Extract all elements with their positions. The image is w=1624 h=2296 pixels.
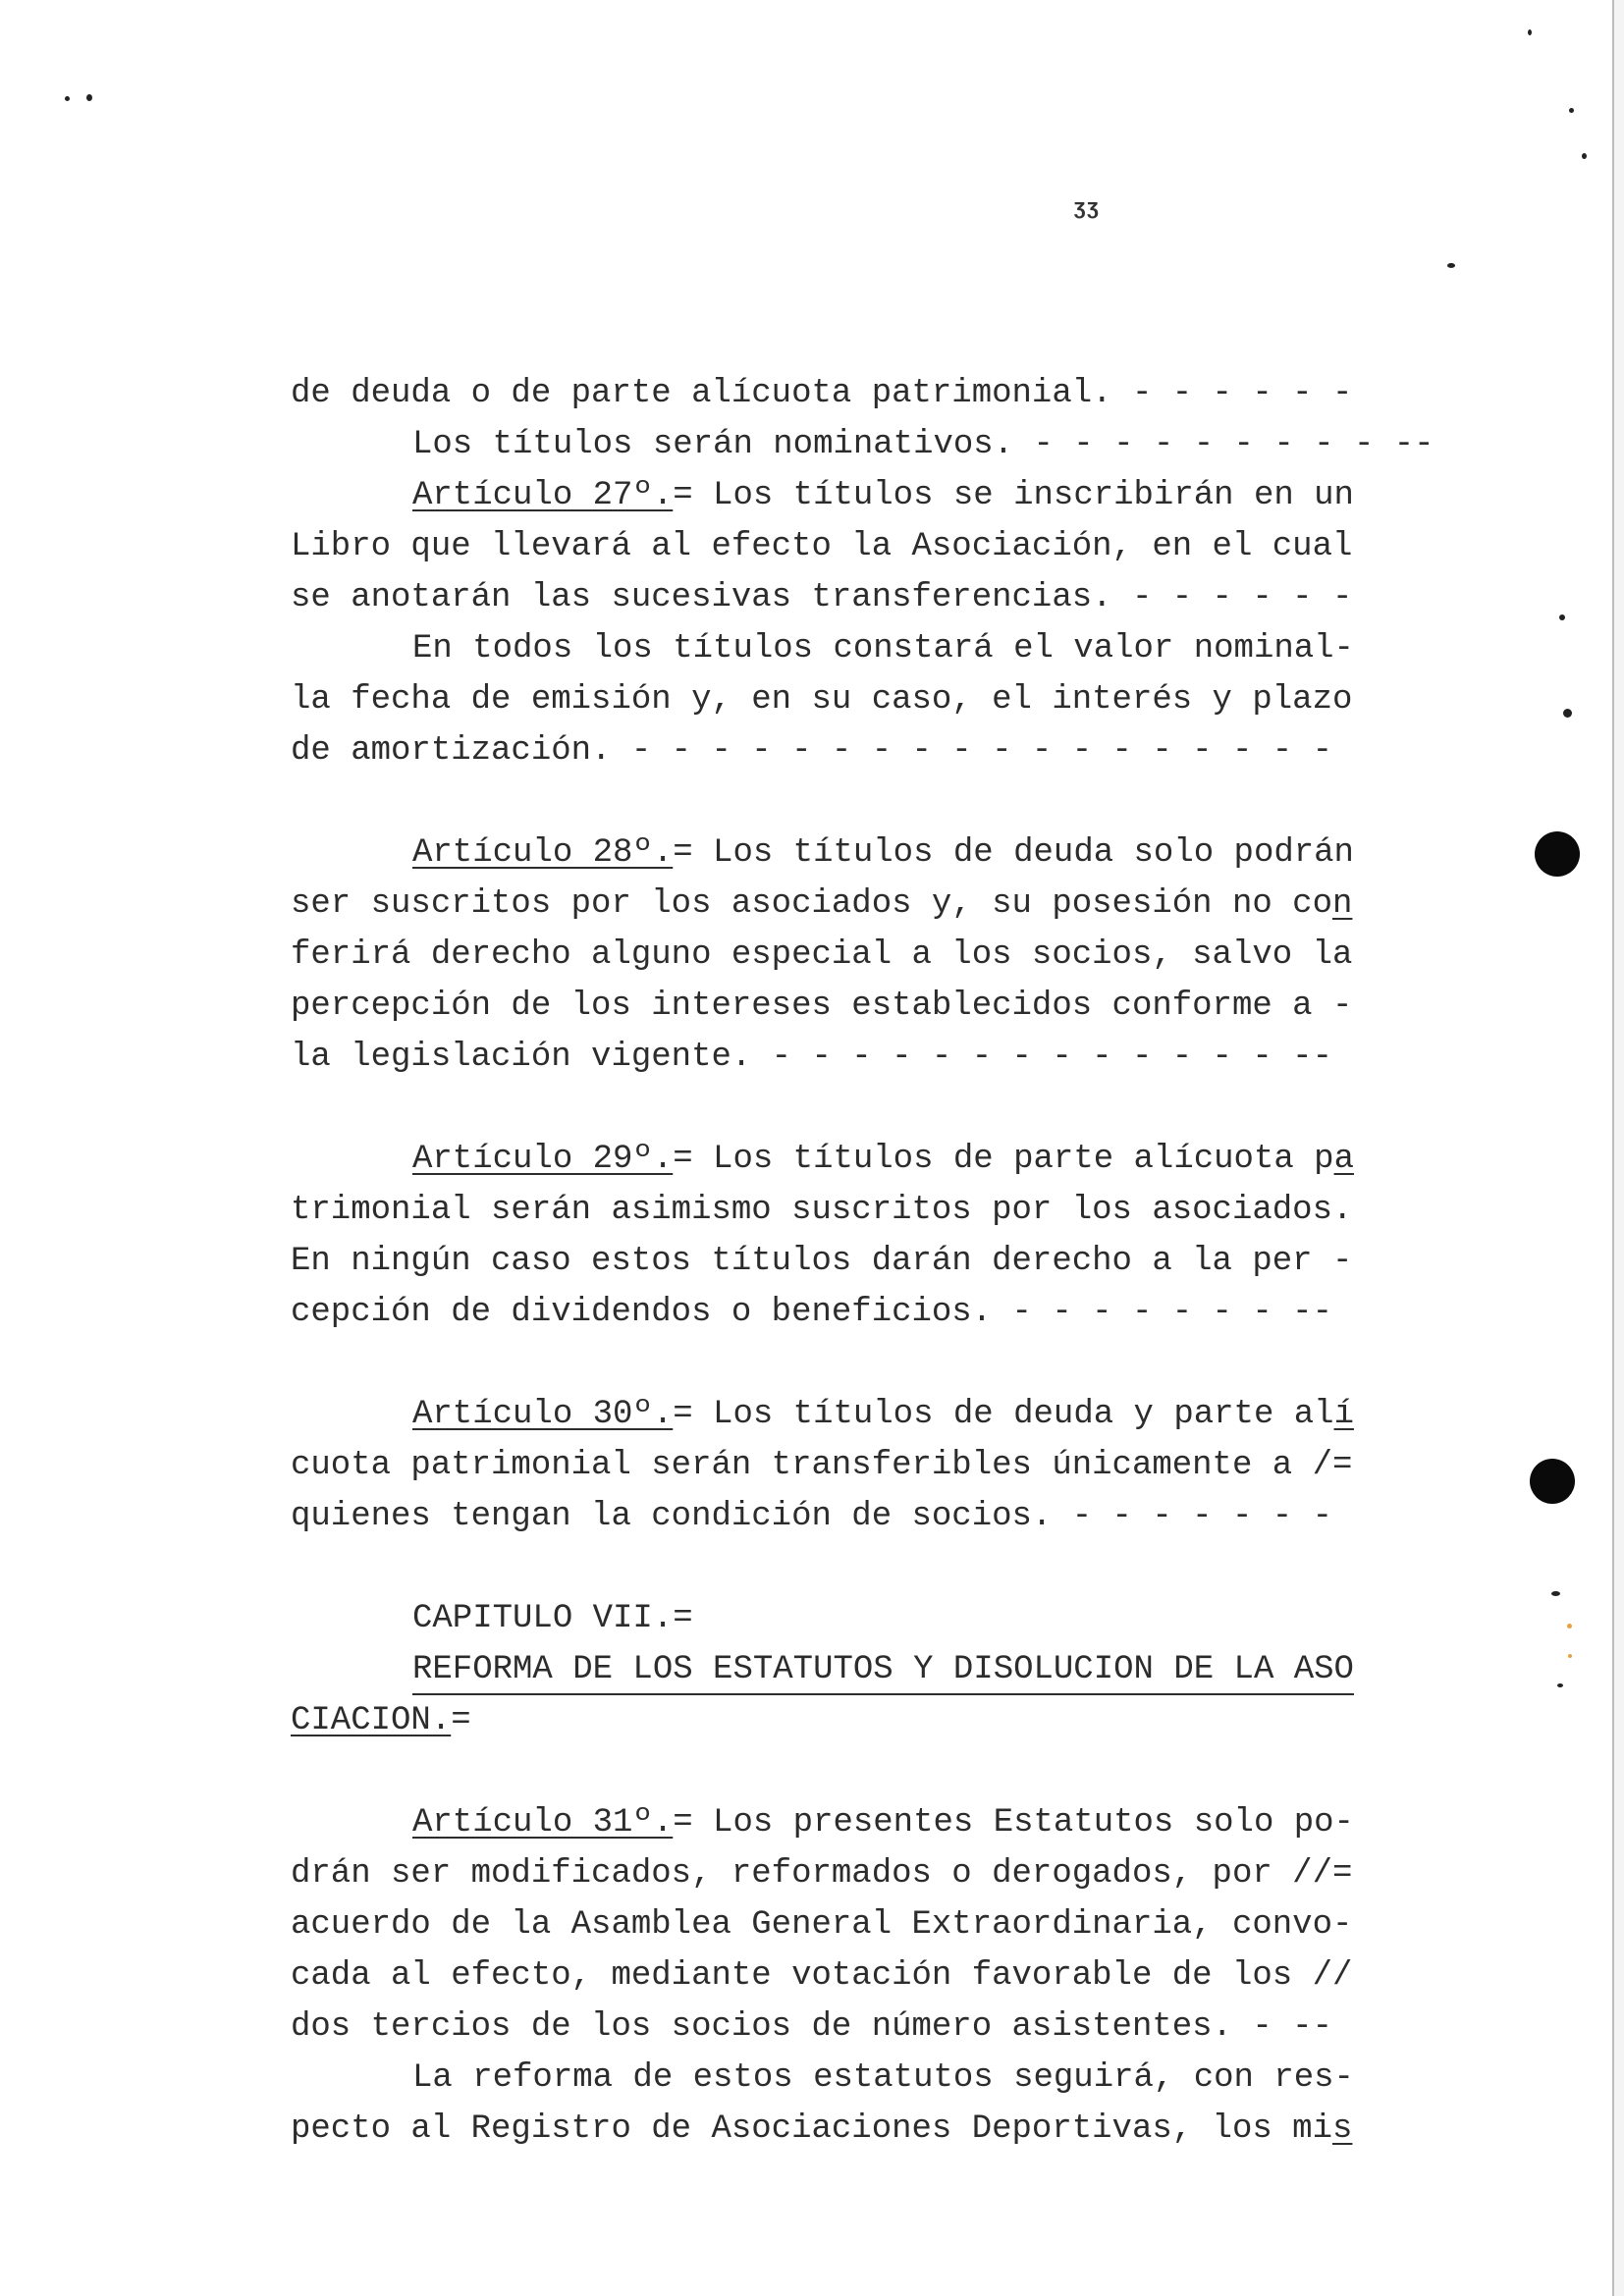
text-line: se anotarán las sucesivas transferencias. - - - - - - bbox=[291, 579, 1353, 616]
ink-speck bbox=[1569, 108, 1574, 113]
chapter-title bbox=[291, 1644, 1361, 1695]
page-mark: ʒʒ bbox=[1073, 196, 1100, 221]
ink-speck bbox=[65, 96, 70, 101]
paragraph-gap bbox=[291, 1338, 1361, 1389]
text-line: En todos los títulos constará el valor nominal- bbox=[412, 630, 1354, 667]
text-line: Los títulos serán nominativos. - - - - - - - - - -- bbox=[412, 426, 1435, 463]
article-30-line bbox=[291, 1389, 1361, 1440]
ink-speck bbox=[1563, 709, 1572, 718]
chapter-title-cont bbox=[291, 1695, 1361, 1746]
article-heading: Artículo 30º. bbox=[412, 1396, 674, 1433]
punch-hole-top bbox=[1535, 831, 1580, 877]
text-fragment: ser suscritos por los asociados y, su posesión no co bbox=[291, 885, 1332, 923]
text-line: drán ser modificados, reformados o derogados, por //= bbox=[291, 1855, 1353, 1893]
document-body bbox=[291, 368, 1435, 2155]
text-line: Libro que llevará al efecto la Asociación, en el cual bbox=[291, 528, 1353, 565]
article-heading: Artículo 31º. bbox=[412, 1804, 674, 1842]
article-28-line bbox=[291, 828, 1361, 879]
chapter-title-text: CIACION. bbox=[291, 1702, 452, 1739]
text-fragment: í bbox=[1333, 1396, 1354, 1433]
article-27-line bbox=[291, 470, 1361, 521]
article-heading: Artículo 28º. bbox=[412, 834, 674, 872]
paragraph-gap bbox=[291, 776, 1361, 828]
ink-speck bbox=[1557, 1683, 1563, 1687]
text-line: dos tercios de los socios de número asistentes. - -- bbox=[291, 2008, 1332, 2046]
text-line: cuota patrimonial serán transferibles únicamente a /= bbox=[291, 1447, 1353, 1484]
text-fragment: = bbox=[451, 1702, 471, 1739]
text-fragment: = Los presentes Estatutos solo po- bbox=[673, 1804, 1354, 1842]
article-heading: Artículo 27º. bbox=[412, 477, 674, 514]
paragraph-gap bbox=[291, 1746, 1361, 1797]
article-31-line bbox=[291, 1797, 1361, 1848]
punch-hole-bottom bbox=[1530, 1459, 1575, 1504]
text-line: En ningún caso estos títulos darán derecho a la per - bbox=[291, 1243, 1353, 1280]
text-line: de deuda o de parte alícuota patrimonial. - - - - - - bbox=[291, 375, 1353, 412]
page-edge bbox=[1612, 0, 1624, 2296]
text-fragment: = Los títulos se inscribirán en un bbox=[673, 477, 1354, 514]
text-line: cepción de dividendos o beneficios. - - - - - - - -- bbox=[291, 1294, 1332, 1331]
text-line: la fecha de emisión y, en su caso, el interés y plazo bbox=[291, 681, 1353, 719]
text-fragment: pecto al Registro de Asociaciones Deportivas, los mi bbox=[291, 2110, 1332, 2148]
text-line: ferirá derecho alguno especial a los socios, salvo la bbox=[291, 936, 1353, 974]
article-29-line bbox=[291, 1134, 1361, 1185]
ink-speck bbox=[1528, 29, 1532, 35]
ink-speck bbox=[1582, 153, 1587, 159]
ink-speck bbox=[86, 94, 92, 101]
text-line bbox=[291, 879, 1361, 930]
text-line: quienes tengan la condición de socios. - - - - - - - bbox=[291, 1498, 1332, 1535]
text-fragment: n bbox=[1331, 885, 1353, 923]
text-line: la legislación vigente. - - - - - - - - - - - - - -- bbox=[291, 1039, 1332, 1076]
text-fragment: = Los títulos de deuda solo podrán bbox=[673, 834, 1354, 872]
paragraph-gap bbox=[291, 1542, 1361, 1593]
text-line: trimonial serán asimismo suscritos por los asociados. bbox=[291, 1192, 1353, 1229]
text-line: cada al efecto, mediante votación favorable de los // bbox=[291, 1957, 1353, 1995]
article-heading: Artículo 29º. bbox=[412, 1141, 674, 1178]
chapter-number: CAPITULO VII.= bbox=[412, 1600, 693, 1637]
paragraph-gap bbox=[291, 1083, 1361, 1134]
text-fragment: a bbox=[1333, 1141, 1354, 1178]
ink-speck bbox=[1567, 1624, 1572, 1629]
text-fragment: = Los títulos de parte alícuota p bbox=[673, 1141, 1334, 1178]
text-line: percepción de los intereses establecidos conforme a - bbox=[291, 988, 1353, 1025]
chapter-title-text: REFORMA DE LOS ESTATUTOS Y DISOLUCION DE LA ASO bbox=[412, 1644, 1354, 1695]
text-fragment: = Los títulos de deuda y parte al bbox=[673, 1396, 1334, 1433]
ink-speck bbox=[1559, 614, 1565, 620]
text-line: La reforma de estos estatutos seguirá, con res- bbox=[412, 2059, 1354, 2097]
text-line: de amortización. - - - - - - - - - - - - - - - - - - bbox=[291, 732, 1332, 770]
text-line: acuerdo de la Asamblea General Extraordinaria, convo- bbox=[291, 1906, 1353, 1944]
ink-speck bbox=[1551, 1591, 1560, 1596]
text-line bbox=[291, 2104, 1361, 2155]
text-fragment: s bbox=[1331, 2110, 1353, 2148]
ink-speck bbox=[1568, 1654, 1572, 1658]
ink-speck bbox=[1447, 263, 1455, 268]
